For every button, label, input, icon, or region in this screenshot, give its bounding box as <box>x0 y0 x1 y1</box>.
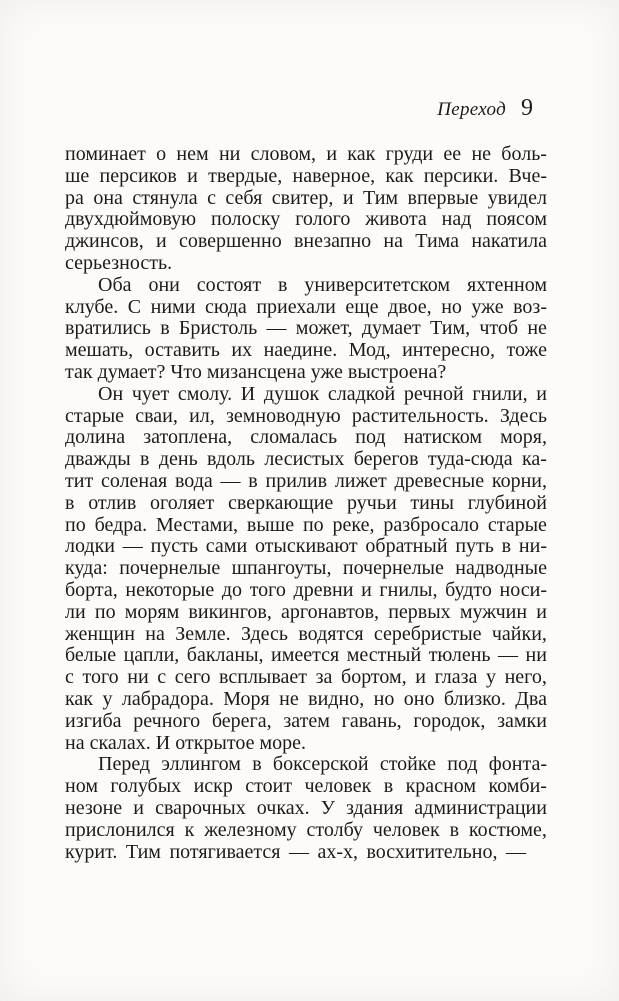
running-header <box>437 95 533 122</box>
text-line: старые сваи, ил, земноводную растительность. Здесь <box>65 404 547 427</box>
text-line: куда: почернелые шпангоуты, почернелые надводные <box>65 557 547 580</box>
running-title: Переход <box>437 99 506 120</box>
text-line: дважды в день вдоль лесистых берегов туда-сюда ка- <box>65 448 547 471</box>
paragraph <box>65 275 547 384</box>
text-line: лодки — пусть сами отыскивают обратный путь в ни- <box>65 535 547 558</box>
text-line: Оба они состоят в университетском яхтенном <box>98 273 547 296</box>
text-line: Он чует смолу. И душок сладкой речной гнили, и <box>98 382 547 405</box>
text-line: белые цапли, бакланы, имеется местный тюлень — ни <box>65 644 547 667</box>
text-line: ра она стянула с себя свитер, и Тим впервые увидел <box>65 186 547 209</box>
text-line: вратились в Бристоль — может, думает Тим, чтоб не <box>65 317 547 340</box>
paragraph <box>65 754 547 863</box>
text-line: изгиба речного берега, затем гавань, городок, замки <box>65 709 547 732</box>
paragraph <box>65 144 547 275</box>
text-line: поминает о нем ни словом, и как груди ее не боль- <box>65 143 547 165</box>
text-line: борта, некоторые до того древни и гнилы, будто носи- <box>65 578 547 601</box>
text-line: джинсов, и совершенно внезапно на Тима накатила <box>65 230 547 253</box>
text-line: в отлив оголяет сверкающие ручьи тины глубиной <box>65 491 547 514</box>
text-block <box>65 144 547 863</box>
text-line: тит соленая вода — в прилив лижет древесные корни, <box>65 469 547 492</box>
text-line: ли по морям викингов, аргонавтов, первых мужчин и <box>65 600 547 623</box>
text-line: на скалах. И открытое море. <box>65 731 306 754</box>
text-line: женщин на Земле. Здесь водятся серебристые чайки, <box>65 622 547 645</box>
text-line: Перед эллингом в боксерской стойке под фонта- <box>98 753 547 776</box>
text-line: серьезность. <box>65 251 173 274</box>
text-line: как у лабрадора. Моря не видно, но оно близко. Два <box>65 687 547 710</box>
text-line: двухдюймовую полоску голого живота над поясом <box>65 208 547 231</box>
text-line: так думает? Что мизансцена уже выстроена? <box>65 360 447 383</box>
text-line: с того ни с сего всплывает за бортом, и глаза у него, <box>65 666 547 689</box>
text-line: клубе. С ними сюда приехали еще двое, но уже воз- <box>65 295 547 318</box>
text-line: курит. Тим потягивается — ах-х, восхитительно, — <box>65 840 526 863</box>
paragraph <box>65 384 547 755</box>
text-line: ше персиков и твердые, наверное, как персики. Вче- <box>65 164 547 187</box>
text-line: по бедра. Местами, выше по реке, разбросало старые <box>65 513 547 536</box>
text-line: незоне и сварочных очках. У здания администрации <box>65 796 547 819</box>
text-line: долина затоплена, сломалась под натиском моря, <box>65 426 547 449</box>
text-line: прислонился к железному столбу человек в костюме, <box>65 818 547 841</box>
text-line: ном голубых искр стоит человек в красном комби- <box>65 775 547 798</box>
page-number: 9 <box>521 95 533 121</box>
text-line: мешать, оставить их наедине. Мод, интересно, тоже <box>65 339 547 362</box>
